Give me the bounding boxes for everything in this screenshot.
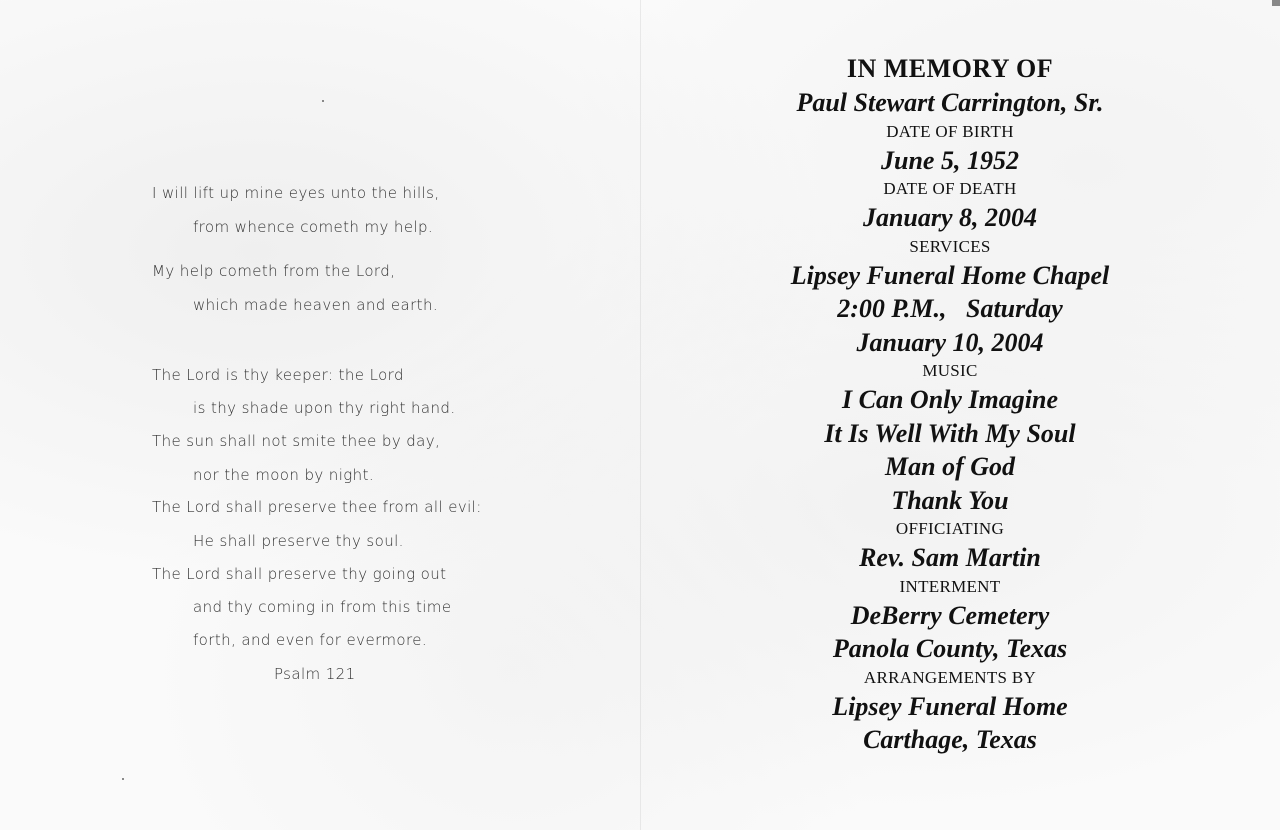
interment-place: DeBerry Cemetery (850, 600, 1050, 630)
officiant-name: Rev. Sam Martin (859, 543, 1041, 572)
poem-line: forth, and even for evermore. (193, 631, 427, 649)
poem-line: which made heaven and earth. (193, 296, 439, 314)
funeral-home-name: Lipsey Funeral Home (832, 691, 1068, 721)
poem-line: from whence cometh my help. (193, 218, 434, 236)
poem-line: He shall preserve thy soul. (193, 532, 404, 550)
interment-location: Panola County, Texas (832, 634, 1068, 663)
poem-line: My help cometh from the Lord, (152, 262, 396, 280)
death-date: January 8, 2004 (862, 203, 1038, 232)
birth-date: June 5, 1952 (881, 145, 1019, 175)
music-label: MUSIC (922, 361, 978, 380)
song-title: I Can Only Imagine (842, 385, 1058, 414)
services-place: Lipsey Funeral Home Chapel (790, 260, 1110, 290)
song-title: Thank You (891, 485, 1009, 515)
memorial-title: IN MEMORY OF (846, 54, 1054, 83)
song-title: It Is Well With My Soul (824, 418, 1076, 448)
corner-mark (1272, 0, 1280, 6)
poem-citation: Psalm 121 (274, 665, 356, 683)
services-label: SERVICES (909, 236, 991, 256)
arrangements-label: ARRANGEMENTS BY (863, 667, 1037, 687)
poem-line: and thy coming in from this time (193, 598, 452, 616)
memorial-panel (640, 52, 1260, 757)
funeral-home-city: Carthage, Texas (863, 725, 1037, 754)
services-time: 2:00 P.M., Saturday (837, 294, 1063, 323)
poem-line: The Lord shall preserve thee from all evil: (152, 498, 482, 516)
deceased-name: Paul Stewart Carrington, Sr. (796, 88, 1104, 117)
song-title: Man of God (884, 452, 1015, 481)
birth-label: DATE OF BIRTH (886, 121, 1014, 141)
poem-line: nor the moon by night. (193, 466, 375, 484)
death-label: DATE OF DEATH (883, 179, 1017, 198)
poem-line: The Lord shall preserve thy going out (152, 565, 447, 583)
officiating-label: OFFICIATING (895, 519, 1005, 538)
poem-line: is thy shade upon thy right hand. (193, 399, 456, 417)
services-date: January 10, 2004 (856, 327, 1044, 357)
poem-line: I will lift up mine eyes unto the hills, (152, 184, 440, 202)
poem-line: The Lord is thy keeper: the Lord (152, 366, 404, 384)
interment-label: INTERMENT (899, 576, 1001, 596)
poem-line: The sun shall not smite thee by day, (152, 432, 441, 450)
